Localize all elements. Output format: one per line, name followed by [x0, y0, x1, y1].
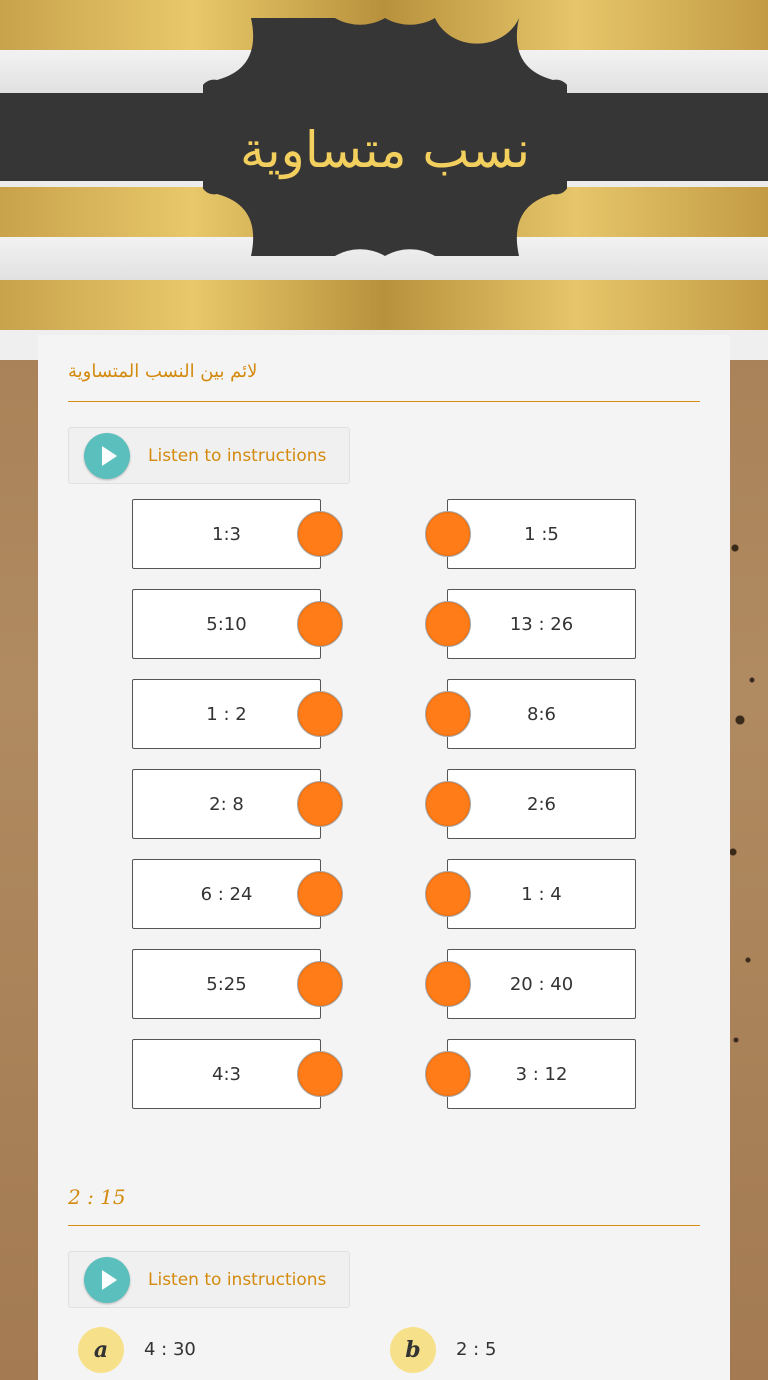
match-left-connector[interactable] — [297, 871, 343, 917]
option-b-badge[interactable]: b — [390, 1327, 436, 1373]
play-icon[interactable] — [84, 1257, 130, 1303]
question-1-title: لائم بين النسب المتساوية — [68, 361, 258, 382]
match-right-item[interactable]: 1 :5 — [447, 499, 636, 569]
worksheet-card — [38, 335, 730, 1380]
match-right-connector[interactable] — [425, 511, 471, 557]
question-1-divider — [68, 401, 700, 402]
header-banner — [0, 0, 768, 360]
match-right-connector[interactable] — [425, 961, 471, 1007]
match-left-connector[interactable] — [297, 691, 343, 737]
match-right-item[interactable]: 1 : 4 — [447, 859, 636, 929]
option-b-text[interactable]: 2 : 5 — [456, 1339, 497, 1360]
page-title: نسب متساوية — [239, 121, 531, 179]
match-right-item[interactable]: 8:6 — [447, 679, 636, 749]
option-a-text[interactable]: 4 : 30 — [144, 1339, 196, 1360]
match-left-connector[interactable] — [297, 961, 343, 1007]
listen-instructions-label: Listen to instructions — [148, 445, 327, 466]
match-right-connector[interactable] — [425, 871, 471, 917]
match-left-item[interactable]: 5:25 — [132, 949, 321, 1019]
match-left-item[interactable]: 5:10 — [132, 589, 321, 659]
match-left-connector[interactable] — [297, 511, 343, 557]
question-2-title: 2 : 15 — [68, 1185, 126, 1209]
match-left-item[interactable]: 4:3 — [132, 1039, 321, 1109]
match-left-item[interactable]: 2: 8 — [132, 769, 321, 839]
match-left-item[interactable]: 1 : 2 — [132, 679, 321, 749]
match-left-connector[interactable] — [297, 781, 343, 827]
match-right-item[interactable]: 2:6 — [447, 769, 636, 839]
match-left-connector[interactable] — [297, 1051, 343, 1097]
play-icon[interactable] — [84, 433, 130, 479]
match-right-item[interactable]: 13 : 26 — [447, 589, 636, 659]
match-right-item[interactable]: 3 : 12 — [447, 1039, 636, 1109]
match-left-connector[interactable] — [297, 601, 343, 647]
gold-stripe — [0, 280, 768, 330]
match-right-connector[interactable] — [425, 691, 471, 737]
listen-instructions-button-1[interactable] — [68, 427, 350, 484]
match-right-connector[interactable] — [425, 781, 471, 827]
question-2-divider — [68, 1225, 700, 1226]
match-right-item[interactable]: 20 : 40 — [447, 949, 636, 1019]
match-left-item[interactable]: 1:3 — [132, 499, 321, 569]
listen-instructions-label: Listen to instructions — [148, 1269, 327, 1290]
listen-instructions-button-2[interactable] — [68, 1251, 350, 1308]
option-a-badge[interactable]: a — [78, 1327, 124, 1373]
match-left-item[interactable]: 6 : 24 — [132, 859, 321, 929]
match-right-connector[interactable] — [425, 1051, 471, 1097]
match-right-connector[interactable] — [425, 601, 471, 647]
